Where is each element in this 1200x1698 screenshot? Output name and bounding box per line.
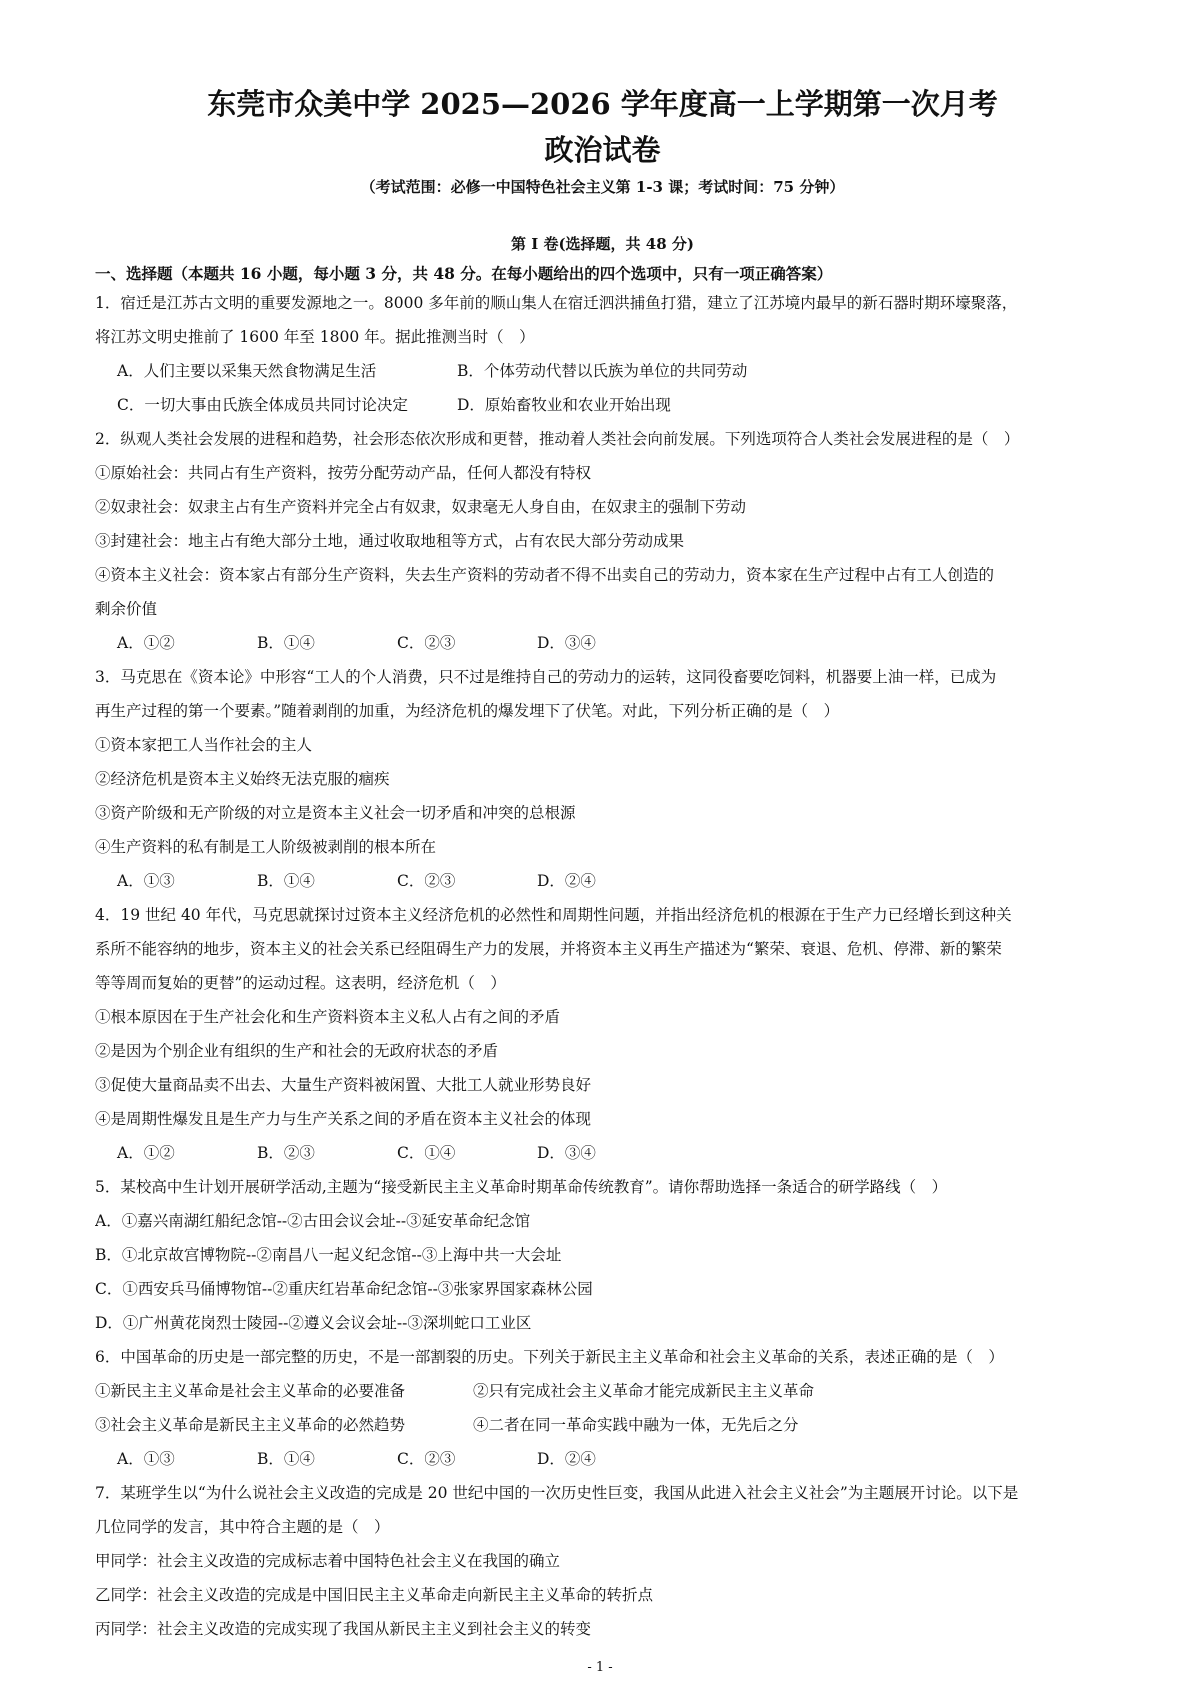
statement-row — [95, 1374, 1110, 1408]
statement-2: ②奴隶社会：奴隶主占有生产资料并完全占有奴隶，奴隶毫无人身自由，在奴隶主的强制下劳动 — [95, 498, 747, 516]
option-a: A．①③ — [117, 872, 175, 890]
question-6 — [95, 1340, 1110, 1476]
option-d: D．③④ — [537, 1144, 596, 1162]
statement-2: ②只有完成社会主义革命才能完成新民主主义革命 — [473, 1382, 815, 1400]
exam-subtitle: 政治试卷 — [544, 133, 661, 167]
statement-4: ④是周期性爆发且是生产力与生产关系之间的矛盾在资本主义社会的体现 — [95, 1110, 592, 1128]
question-stem: 5．某校高中生计划开展研学活动,主题为“接受新民主主义革命时期革命传统教育”。请你帮助选择一条适合的研学路线（ ） — [95, 1178, 948, 1196]
statement-4: ④生产资料的私有制是工人阶级被剥削的根本所在 — [95, 838, 437, 856]
question-stem: 1．宿迁是江苏古文明的重要发源地之一。8000 多年前的顺山集人在宿迁泗洪捕鱼打猎，建立了江苏境内最早的新石器时期环壕聚落， — [95, 294, 1018, 312]
statement-3: ③促使大量商品卖不出去、大量生产资料被闲置、大批工人就业形势良好 — [95, 1076, 592, 1094]
statement-1: ①新民主主义革命是社会主义革命的必要准备 — [95, 1382, 406, 1400]
question-2 — [95, 422, 1110, 660]
exam-title: 东莞市众美中学 2025—2026 学年度高一上学期第一次月考 — [207, 87, 998, 121]
question-stem: 系所不能容纳的地步，资本主义的社会关系已经阻碍生产力的发展，并将资本主义再生产描述为“繁荣、衰退、危机、停滞、新的繁荣 — [95, 940, 1002, 958]
option-b: B．①北京故宫博物院--②南昌八一起义纪念馆--③上海中共一大会址 — [95, 1246, 562, 1264]
statement-4: ④资本主义社会：资本家占有部分生产资料，失去生产资料的劳动者不得不出卖自己的劳动力，资本家在生产过程中占有工人创造的 — [95, 566, 995, 584]
option-c: C．一切大事由氏族全体成员共同讨论决定 — [117, 396, 408, 414]
option-d: D．②④ — [537, 1450, 596, 1468]
question-stem: 将江苏文明史推前了 1600 年至 1800 年。据此推测当时（ ） — [95, 328, 535, 346]
option-b: B．②③ — [257, 1144, 315, 1162]
student-statement-2: 乙同学：社会主义改造的完成是中国旧民主主义革命走向新民主主义革命的转折点 — [95, 1586, 654, 1604]
statement-3: ③社会主义革命是新民主主义革命的必然趋势 — [95, 1416, 406, 1434]
option-c: C．②③ — [397, 634, 456, 652]
option-d: D．原始畜牧业和农业开始出现 — [457, 396, 671, 414]
option-d: D．③④ — [537, 634, 596, 652]
question-stem: 3．马克思在《资本论》中形容“工人的个人消费，只不过是维持自己的劳动力的运转，这同役畜要吃饲料，机器要上油一样，已成为 — [95, 668, 997, 686]
statement-4-cont: 剩余价值 — [95, 600, 158, 618]
question-stem: 2．纵观人类社会发展的进程和趋势，社会形态依次形成和更替，推动着人类社会向前发展。下列选项符合人类社会发展进程的是（ ） — [95, 430, 1020, 448]
statement-1: ①资本家把工人当作社会的主人 — [95, 736, 313, 754]
option-b: B．①④ — [257, 1450, 315, 1468]
student-statement-3: 丙同学：社会主义改造的完成实现了我国从新民主主义到社会主义的转变 — [95, 1620, 592, 1638]
option-c: C．①④ — [397, 1144, 456, 1162]
question-stem: 6．中国革命的历史是一部完整的历史，不是一部割裂的历史。下列关于新民主主义革命和社会主义革命的关系，表述正确的是（ ） — [95, 1348, 1004, 1366]
exam-scope: （考试范围：必修一中国特色社会主义第 1-3 课；考试时间：75 分钟） — [360, 178, 845, 196]
option-row — [95, 354, 1110, 388]
statement-1: ①根本原因在于生产社会化和生产资料资本主义私人占有之间的矛盾 — [95, 1008, 561, 1026]
option-a: A．①② — [117, 634, 175, 652]
statement-1: ①原始社会：共同占有生产资料，按劳分配劳动产品，任何人都没有特权 — [95, 464, 592, 482]
question-3 — [95, 660, 1110, 898]
statement-3: ③资产阶级和无产阶级的对立是资本主义社会一切矛盾和冲突的总根源 — [95, 804, 576, 822]
question-1 — [95, 286, 1110, 422]
option-row — [95, 388, 1110, 422]
statement-3: ③封建社会：地主占有绝大部分土地，通过收取地租等方式，占有农民大部分劳动成果 — [95, 532, 685, 550]
option-a: A．①③ — [117, 1450, 175, 1468]
option-b: B．个体劳动代替以氏族为单位的共同劳动 — [457, 362, 748, 380]
option-row — [95, 626, 1110, 660]
statement-2: ②是因为个别企业有组织的生产和社会的无政府状态的矛盾 — [95, 1042, 499, 1060]
question-7 — [95, 1476, 1110, 1646]
option-d: D．①广州黄花岗烈士陵园--②遵义会议会址--③深圳蛇口工业区 — [95, 1314, 532, 1332]
option-b: B．①④ — [257, 634, 315, 652]
option-row — [95, 1442, 1110, 1476]
option-c: C．②③ — [397, 872, 456, 890]
option-b: B．①④ — [257, 872, 315, 890]
option-a: A．①嘉兴南湖红船纪念馆--②古田会议会址--③延安革命纪念馆 — [95, 1212, 531, 1230]
question-4 — [95, 898, 1110, 1170]
option-a: A．①② — [117, 1144, 175, 1162]
volume-heading: 第 I 卷(选择题，共 48 分) — [511, 235, 694, 253]
question-stem: 等等周而复始的更替”的运动过程。这表明，经济危机（ ） — [95, 974, 506, 992]
section-heading: 一、选择题（本题共 16 小题，每小题 3 分，共 48 分。在每小题给出的四个选项中，只有一项正确答案） — [95, 264, 833, 283]
question-5 — [95, 1170, 1110, 1340]
option-c: C．①西安兵马俑博物馆--②重庆红岩革命纪念馆--③张家界国家森林公园 — [95, 1280, 593, 1298]
option-a: A．人们主要以采集天然食物满足生活 — [117, 362, 377, 380]
question-stem: 4．19 世纪 40 年代，马克思就探讨过资本主义经济危机的必然性和周期性问题，并指出经济危机的根源在于生产力已经增长到这种关 — [95, 906, 1012, 924]
question-stem: 几位同学的发言，其中符合主题的是（ ） — [95, 1518, 390, 1536]
page-number: - 1 - — [587, 1660, 613, 1675]
question-stem: 再生产过程的第一个要素。”随着剥削的加重，为经济危机的爆发埋下了伏笔。对此，下列分析正确的是（ ） — [95, 702, 840, 720]
statement-2: ②经济危机是资本主义始终无法克服的痼疾 — [95, 770, 390, 788]
option-row — [95, 1136, 1110, 1170]
student-statement-1: 甲同学：社会主义改造的完成标志着中国特色社会主义在我国的确立 — [95, 1552, 561, 1570]
option-row — [95, 864, 1110, 898]
question-stem: 7．某班学生以“为什么说社会主义改造的完成是 20 世纪中国的一次历史性巨变，我国从此进入社会主义社会”为主题展开讨论。以下是 — [95, 1484, 1019, 1502]
statement-row — [95, 1408, 1110, 1442]
statement-4: ④二者在同一革命实践中融为一体，无先后之分 — [473, 1416, 799, 1434]
option-d: D．②④ — [537, 872, 596, 890]
option-c: C．②③ — [397, 1450, 456, 1468]
